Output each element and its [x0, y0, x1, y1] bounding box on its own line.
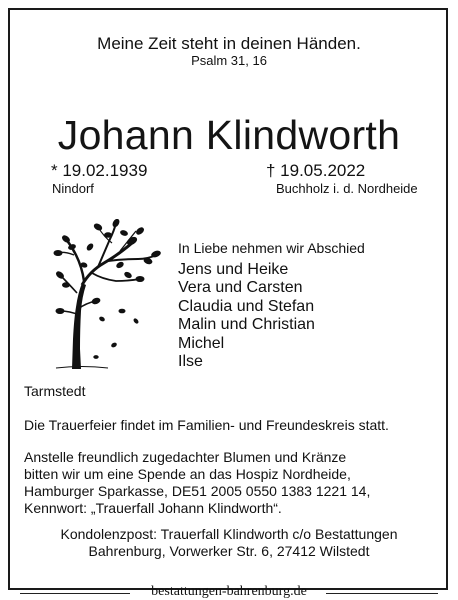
donation-line: Hamburger Sparkasse, DE51 2005 0550 1383 1221 14, — [24, 483, 371, 499]
mourner-name: Vera und Carsten — [178, 279, 303, 297]
deceased-name: Johann Klindworth — [57, 112, 401, 158]
verse-line: Meine Zeit steht in deinen Händen. — [97, 34, 361, 53]
mourner-name: Michel — [178, 334, 225, 352]
donation-line: Kennwort: „Trauerfall Johann Klindworth“. — [24, 500, 282, 516]
donation-request — [24, 449, 370, 517]
birth-place: Nindorf — [52, 181, 94, 196]
condolence-line: Bahrenburg, Vorwerker Str. 6, 27412 Wilstedt — [88, 543, 370, 559]
donation-line: bitten wir um eine Spende an das Hospiz Nordheide, — [24, 466, 351, 482]
mourner-name: Malin und Christian — [178, 316, 315, 334]
town-name: Tarmstedt — [24, 383, 86, 399]
death-date: † 19.05.2022 — [266, 161, 366, 180]
mourner-name: Ilse — [178, 353, 203, 371]
mourner-name: Jens und Heike — [178, 261, 289, 278]
tree-icon — [52, 219, 162, 369]
birth-date: * 19.02.1939 — [51, 161, 148, 180]
death-place: Buchholz i. d. Nordheide — [276, 181, 418, 196]
farewell-text: In Liebe nehmen wir Abschied — [178, 240, 365, 256]
mourner-name: Claudia und Stefan — [178, 297, 315, 315]
donation-line: Anstelle freundlich zugedachter Blumen und Kränze — [24, 449, 347, 465]
website-link[interactable]: bestattungen-bahrenburg.de — [151, 584, 307, 599]
ceremony-notice: Die Trauerfeier findet im Familien- und Freundeskreis statt. — [24, 417, 389, 433]
mourners-list — [178, 261, 315, 371]
condolence-line: Kondolenzpost: Trauerfall Klindworth c/o Bestattungen — [60, 526, 398, 542]
verse-reference: Psalm 31, 16 — [191, 53, 267, 68]
condolence-address — [0, 526, 458, 560]
